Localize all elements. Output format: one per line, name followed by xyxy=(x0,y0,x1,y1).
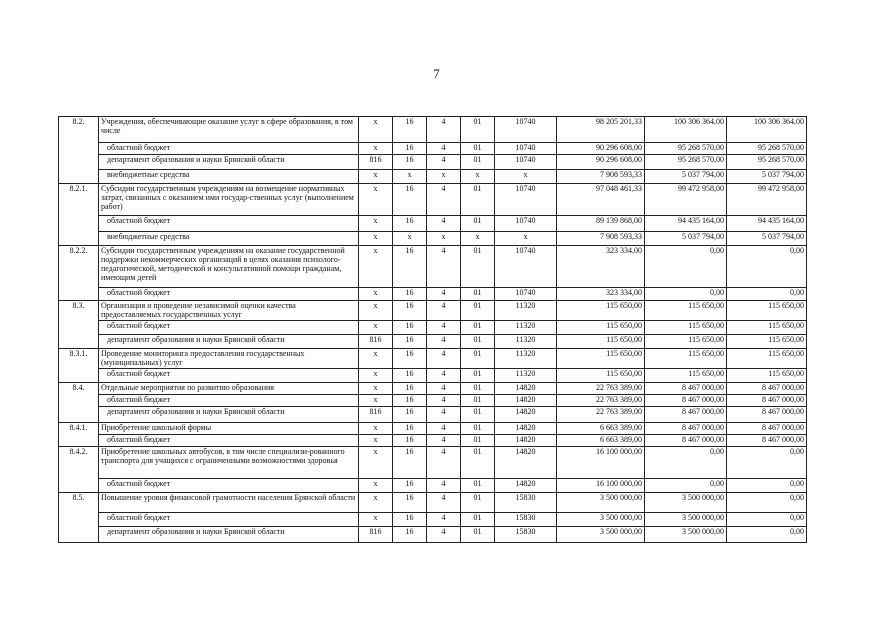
row-code-target: х xyxy=(495,232,557,246)
row-code-pr: 4 xyxy=(427,527,461,543)
row-code-target: 14820 xyxy=(495,479,557,493)
row-code-rz: 16 xyxy=(393,527,427,543)
row-code-target: 14820 xyxy=(495,423,557,435)
row-code-gr: х xyxy=(359,447,393,479)
row-value-year2: 100 306 364,00 xyxy=(645,117,727,143)
row-code-target: 14820 xyxy=(495,395,557,407)
row-code-rz: 16 xyxy=(393,335,427,349)
table-row xyxy=(59,513,807,527)
row-code-target: 10740 xyxy=(495,246,557,288)
row-number-cell: 8.2.1. xyxy=(59,184,99,246)
row-code-gr: х xyxy=(359,423,393,435)
table-row xyxy=(59,407,807,423)
row-code-target: 10740 xyxy=(495,117,557,143)
row-value-year1: 115 650,00 xyxy=(557,335,645,349)
table-row xyxy=(59,246,807,288)
row-code-pr: 4 xyxy=(427,369,461,383)
row-value-year1: 16 100 000,00 xyxy=(557,447,645,479)
row-code-rz: 16 xyxy=(393,246,427,288)
row-code-rz: 16 xyxy=(393,423,427,435)
table-row xyxy=(59,117,807,143)
row-code-target: 14820 xyxy=(495,435,557,447)
row-value-year1: 7 908 593,33 xyxy=(557,232,645,246)
table-row xyxy=(59,395,807,407)
row-code-rz: 16 xyxy=(393,301,427,321)
row-value-year3: 0,00 xyxy=(727,527,807,543)
row-code-rz: 16 xyxy=(393,407,427,423)
row-name-cell: Приобретение школьных автобусов, в том числе специализи-рованного транспорта для учащихся с ограниченными возможностями здоровья xyxy=(99,447,359,479)
row-value-year3: 94 435 164,00 xyxy=(727,216,807,232)
row-value-year1: 22 763 389,00 xyxy=(557,383,645,395)
row-value-year1: 323 334,00 xyxy=(557,288,645,301)
row-name-cell: областной бюджет xyxy=(99,513,359,527)
row-code-sub: 01 xyxy=(461,435,495,447)
row-code-gr: х xyxy=(359,513,393,527)
row-code-gr: х xyxy=(359,479,393,493)
table-row xyxy=(59,232,807,246)
row-value-year2: 8 467 000,00 xyxy=(645,423,727,435)
row-code-target: 11320 xyxy=(495,349,557,369)
row-code-sub: 01 xyxy=(461,301,495,321)
row-number-cell: 8.4. xyxy=(59,383,99,423)
row-value-year3: 0,00 xyxy=(727,246,807,288)
table-row xyxy=(59,170,807,184)
row-name-cell: Субсидии государственным учреждениям на оказание государственной поддержки некоммерческих организаций в целях оказания психолого-педагогической, методической и консультативной помощи гражданам, имеющим детей xyxy=(99,246,359,288)
row-code-gr: х xyxy=(359,369,393,383)
row-code-sub: 01 xyxy=(461,349,495,369)
row-value-year2: 95 268 570,00 xyxy=(645,143,727,155)
row-code-sub: 01 xyxy=(461,479,495,493)
row-value-year3: 95 268 570,00 xyxy=(727,155,807,170)
row-code-sub: 01 xyxy=(461,184,495,216)
row-name-cell: областной бюджет xyxy=(99,395,359,407)
row-code-pr: 4 xyxy=(427,435,461,447)
row-name-cell: Субсидии государственным учреждениям на возмещение нормативных затрат, связанных с оказанием ими государ-ственных услуг (выполнением работ) xyxy=(99,184,359,216)
row-value-year2: 99 472 958,00 xyxy=(645,184,727,216)
row-code-rz: 16 xyxy=(393,479,427,493)
row-code-rz: х xyxy=(393,170,427,184)
row-value-year3: 8 467 000,00 xyxy=(727,383,807,395)
row-value-year2: 0,00 xyxy=(645,447,727,479)
row-code-target: 15830 xyxy=(495,527,557,543)
row-code-sub: 01 xyxy=(461,407,495,423)
row-value-year1: 97 048 461,33 xyxy=(557,184,645,216)
row-name-cell: департамент образования и науки Брянской области xyxy=(99,335,359,349)
table-row xyxy=(59,301,807,321)
table-row xyxy=(59,383,807,395)
row-code-sub: 01 xyxy=(461,447,495,479)
row-value-year2: 3 500 000,00 xyxy=(645,493,727,513)
row-code-rz: 16 xyxy=(393,117,427,143)
row-code-pr: х xyxy=(427,232,461,246)
row-code-pr: 4 xyxy=(427,301,461,321)
row-value-year1: 115 650,00 xyxy=(557,301,645,321)
row-code-sub: 01 xyxy=(461,321,495,335)
row-code-target: 15830 xyxy=(495,513,557,527)
table-row xyxy=(59,479,807,493)
row-code-pr: 4 xyxy=(427,143,461,155)
row-code-gr: х xyxy=(359,232,393,246)
row-value-year2: 0,00 xyxy=(645,246,727,288)
row-value-year3: 8 467 000,00 xyxy=(727,407,807,423)
row-code-gr: х xyxy=(359,288,393,301)
table-row xyxy=(59,435,807,447)
row-code-target: 11320 xyxy=(495,369,557,383)
row-code-pr: 4 xyxy=(427,155,461,170)
row-value-year1: 90 296 608,00 xyxy=(557,143,645,155)
row-value-year3: 115 650,00 xyxy=(727,301,807,321)
row-value-year3: 0,00 xyxy=(727,493,807,513)
row-name-cell: Учреждения, обеспечивающие оказание услуг в сфере образования, в том числе xyxy=(99,117,359,143)
table-row xyxy=(59,155,807,170)
row-code-pr: 4 xyxy=(427,321,461,335)
row-code-target: 10740 xyxy=(495,155,557,170)
row-number-cell: 8.2.2. xyxy=(59,246,99,301)
row-code-target: 11320 xyxy=(495,301,557,321)
row-name-cell: Проведение мониторинга предоставления государственных (муниципальных) услуг xyxy=(99,349,359,369)
row-name-cell: областной бюджет xyxy=(99,288,359,301)
row-code-rz: 16 xyxy=(393,216,427,232)
row-code-pr: 4 xyxy=(427,246,461,288)
row-code-gr: х xyxy=(359,349,393,369)
row-code-target: х xyxy=(495,170,557,184)
row-code-gr: х xyxy=(359,246,393,288)
row-code-sub: х xyxy=(461,232,495,246)
row-value-year3: 115 650,00 xyxy=(727,335,807,349)
page-number: 7 xyxy=(433,66,440,81)
row-code-rz: 16 xyxy=(393,143,427,155)
row-value-year2: 115 650,00 xyxy=(645,349,727,369)
row-code-rz: 16 xyxy=(393,435,427,447)
row-value-year1: 115 650,00 xyxy=(557,349,645,369)
row-name-cell: областной бюджет xyxy=(99,216,359,232)
row-code-pr: 4 xyxy=(427,423,461,435)
row-value-year3: 115 650,00 xyxy=(727,369,807,383)
row-code-gr: х xyxy=(359,493,393,513)
row-code-rz: 16 xyxy=(393,383,427,395)
row-value-year2: 0,00 xyxy=(645,479,727,493)
row-value-year1: 115 650,00 xyxy=(557,321,645,335)
row-code-sub: 01 xyxy=(461,513,495,527)
row-value-year1: 98 205 201,33 xyxy=(557,117,645,143)
row-name-cell: департамент образования и науки Брянской области xyxy=(99,155,359,170)
row-value-year2: 0,00 xyxy=(645,288,727,301)
row-code-gr: х xyxy=(359,170,393,184)
row-value-year3: 99 472 958,00 xyxy=(727,184,807,216)
row-value-year2: 8 467 000,00 xyxy=(645,395,727,407)
table-row xyxy=(59,349,807,369)
row-value-year2: 8 467 000,00 xyxy=(645,407,727,423)
row-code-sub: 01 xyxy=(461,246,495,288)
row-code-rz: 16 xyxy=(393,155,427,170)
row-code-gr: х xyxy=(359,435,393,447)
table-body xyxy=(59,117,807,543)
row-value-year2: 115 650,00 xyxy=(645,335,727,349)
table-row xyxy=(59,321,807,335)
row-value-year3: 115 650,00 xyxy=(727,349,807,369)
row-name-cell: Отдельные мероприятия по развитию образования xyxy=(99,383,359,395)
row-name-cell: внебюджетные средства xyxy=(99,232,359,246)
row-value-year3: 8 467 000,00 xyxy=(727,435,807,447)
row-value-year1: 22 763 389,00 xyxy=(557,395,645,407)
row-code-gr: х xyxy=(359,216,393,232)
row-value-year2: 115 650,00 xyxy=(645,369,727,383)
row-code-gr: 816 xyxy=(359,407,393,423)
table-row xyxy=(59,216,807,232)
row-code-sub: 01 xyxy=(461,383,495,395)
table-row xyxy=(59,369,807,383)
row-code-gr: х xyxy=(359,143,393,155)
row-code-pr: 4 xyxy=(427,447,461,479)
row-code-gr: х xyxy=(359,321,393,335)
row-code-target: 10740 xyxy=(495,143,557,155)
row-value-year1: 6 663 389,00 xyxy=(557,423,645,435)
row-code-rz: 16 xyxy=(393,513,427,527)
row-code-gr: 816 xyxy=(359,335,393,349)
table-row xyxy=(59,527,807,543)
row-value-year1: 3 500 000,00 xyxy=(557,513,645,527)
budget-table xyxy=(58,116,807,543)
row-value-year2: 3 500 000,00 xyxy=(645,513,727,527)
row-name-cell: Приобретение школьной формы xyxy=(99,423,359,435)
row-code-rz: х xyxy=(393,232,427,246)
row-value-year1: 89 139 868,00 xyxy=(557,216,645,232)
row-name-cell: областной бюджет xyxy=(99,143,359,155)
row-code-target: 11320 xyxy=(495,321,557,335)
row-code-sub: 01 xyxy=(461,143,495,155)
row-value-year2: 3 500 000,00 xyxy=(645,527,727,543)
row-value-year2: 8 467 000,00 xyxy=(645,383,727,395)
row-value-year1: 323 334,00 xyxy=(557,246,645,288)
row-name-cell: областной бюджет xyxy=(99,321,359,335)
row-value-year2: 95 268 570,00 xyxy=(645,155,727,170)
table-row xyxy=(59,184,807,216)
row-value-year1: 16 100 000,00 xyxy=(557,479,645,493)
row-code-pr: 4 xyxy=(427,493,461,513)
row-value-year2: 8 467 000,00 xyxy=(645,435,727,447)
row-code-gr: х xyxy=(359,395,393,407)
row-code-sub: 01 xyxy=(461,493,495,513)
row-code-sub: 01 xyxy=(461,369,495,383)
table-row xyxy=(59,288,807,301)
row-code-target: 11320 xyxy=(495,335,557,349)
row-code-sub: 01 xyxy=(461,288,495,301)
row-code-pr: 4 xyxy=(427,407,461,423)
row-code-sub: х xyxy=(461,170,495,184)
row-code-target: 15830 xyxy=(495,493,557,513)
table-row xyxy=(59,143,807,155)
row-code-target: 14820 xyxy=(495,447,557,479)
row-code-pr: 4 xyxy=(427,216,461,232)
row-code-rz: 16 xyxy=(393,321,427,335)
row-code-rz: 16 xyxy=(393,349,427,369)
row-value-year3: 95 268 570,00 xyxy=(727,143,807,155)
row-code-sub: 01 xyxy=(461,216,495,232)
row-number-cell: 8.4.2. xyxy=(59,447,99,493)
table-row xyxy=(59,447,807,479)
row-code-gr: х xyxy=(359,301,393,321)
row-number-cell: 8.2. xyxy=(59,117,99,184)
row-value-year3: 0,00 xyxy=(727,479,807,493)
row-code-pr: 4 xyxy=(427,184,461,216)
row-name-cell: Организация и проведение независимой оценки качества предоставляемых государственных услуг xyxy=(99,301,359,321)
row-code-target: 10740 xyxy=(495,184,557,216)
row-code-sub: 01 xyxy=(461,117,495,143)
row-name-cell: областной бюджет xyxy=(99,435,359,447)
row-code-sub: 01 xyxy=(461,155,495,170)
row-code-gr: 816 xyxy=(359,155,393,170)
row-name-cell: департамент образования и науки Брянской области xyxy=(99,407,359,423)
row-value-year2: 115 650,00 xyxy=(645,301,727,321)
row-code-rz: 16 xyxy=(393,395,427,407)
row-code-sub: 01 xyxy=(461,335,495,349)
row-code-pr: 4 xyxy=(427,383,461,395)
row-code-rz: 16 xyxy=(393,369,427,383)
row-value-year1: 7 908 593,33 xyxy=(557,170,645,184)
row-code-target: 10740 xyxy=(495,216,557,232)
row-code-pr: 4 xyxy=(427,288,461,301)
row-code-gr: х xyxy=(359,117,393,143)
row-code-rz: 16 xyxy=(393,288,427,301)
row-code-pr: х xyxy=(427,170,461,184)
row-code-rz: 16 xyxy=(393,493,427,513)
row-value-year3: 100 306 364,00 xyxy=(727,117,807,143)
row-value-year3: 0,00 xyxy=(727,447,807,479)
row-code-pr: 4 xyxy=(427,349,461,369)
table-row xyxy=(59,335,807,349)
row-value-year3: 5 037 794,00 xyxy=(727,170,807,184)
row-value-year1: 3 500 000,00 xyxy=(557,493,645,513)
row-value-year2: 94 435 164,00 xyxy=(645,216,727,232)
row-code-pr: 4 xyxy=(427,117,461,143)
row-name-cell: департамент образования и науки Брянской области xyxy=(99,527,359,543)
row-code-target: 14820 xyxy=(495,383,557,395)
table-row xyxy=(59,423,807,435)
row-value-year1: 115 650,00 xyxy=(557,369,645,383)
row-code-target: 10740 xyxy=(495,288,557,301)
row-name-cell: областной бюджет xyxy=(99,369,359,383)
row-code-gr: х xyxy=(359,184,393,216)
row-code-pr: 4 xyxy=(427,395,461,407)
row-number-cell: 8.3.1. xyxy=(59,349,99,383)
row-value-year3: 8 467 000,00 xyxy=(727,423,807,435)
row-code-sub: 01 xyxy=(461,395,495,407)
row-value-year3: 0,00 xyxy=(727,288,807,301)
row-value-year3: 115 650,00 xyxy=(727,321,807,335)
row-code-rz: 16 xyxy=(393,184,427,216)
row-value-year2: 5 037 794,00 xyxy=(645,170,727,184)
row-code-rz: 16 xyxy=(393,447,427,479)
row-number-cell: 8.4.1. xyxy=(59,423,99,447)
row-name-cell: Повышение уровня финансовой грамотности населения Брянской области xyxy=(99,493,359,513)
row-code-gr: 816 xyxy=(359,527,393,543)
row-name-cell: областной бюджет xyxy=(99,479,359,493)
row-code-pr: 4 xyxy=(427,513,461,527)
row-value-year2: 5 037 794,00 xyxy=(645,232,727,246)
row-code-pr: 4 xyxy=(427,335,461,349)
row-value-year3: 8 467 000,00 xyxy=(727,395,807,407)
row-code-pr: 4 xyxy=(427,479,461,493)
row-number-cell: 8.5. xyxy=(59,493,99,543)
row-value-year2: 115 650,00 xyxy=(645,321,727,335)
table-row xyxy=(59,493,807,513)
row-value-year3: 5 037 794,00 xyxy=(727,232,807,246)
row-value-year1: 3 500 000,00 xyxy=(557,527,645,543)
row-value-year3: 0,00 xyxy=(727,513,807,527)
row-code-gr: х xyxy=(359,383,393,395)
row-code-sub: 01 xyxy=(461,423,495,435)
row-number-cell: 8.3. xyxy=(59,301,99,349)
row-code-sub: 01 xyxy=(461,527,495,543)
row-value-year1: 22 763 389,00 xyxy=(557,407,645,423)
row-value-year1: 90 296 608,00 xyxy=(557,155,645,170)
row-value-year1: 6 663 389,00 xyxy=(557,435,645,447)
row-code-target: 14820 xyxy=(495,407,557,423)
row-name-cell: внебюджетные средства xyxy=(99,170,359,184)
